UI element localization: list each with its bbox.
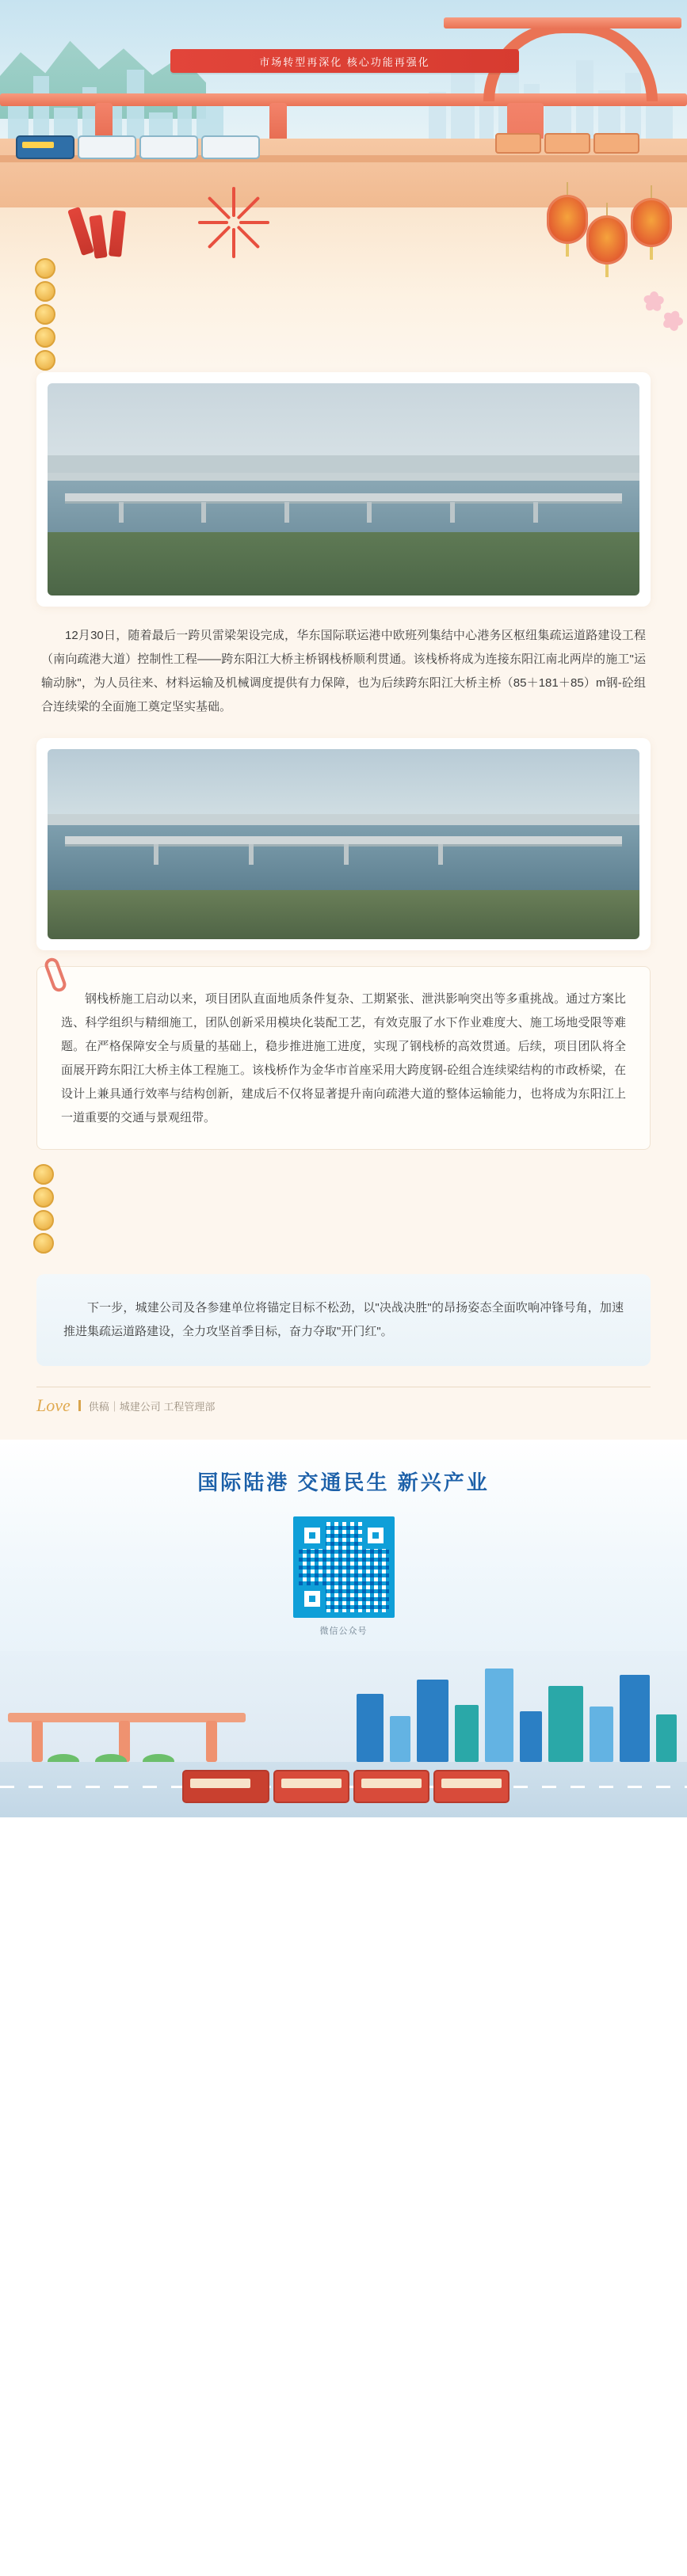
building-icon [455, 1705, 479, 1762]
footer-slogan: 国际陆港 交通民生 新兴产业 [197, 1471, 490, 1494]
gold-coin-icon [35, 258, 55, 372]
lantern-icon [586, 215, 628, 264]
lantern-icon [547, 195, 588, 244]
bridge-deck-upper-icon [444, 17, 681, 29]
building-icon [357, 1694, 384, 1762]
signature-divider [78, 1400, 81, 1411]
building-icon [417, 1680, 448, 1762]
banner-ribbon [170, 49, 519, 73]
firework-icon [198, 187, 269, 258]
qr-caption: 微信公众号 [319, 1627, 368, 1636]
blossom-icon [662, 310, 683, 331]
gold-coin-icon [33, 1164, 54, 1254]
article-body [0, 372, 687, 1416]
building-icon [390, 1716, 410, 1762]
bridge-photo-aerial-1 [48, 383, 639, 595]
train-icon [16, 131, 263, 159]
closing-quote-box [36, 1274, 651, 1366]
paragraph-1: 12月30日，随着最后一跨贝雷梁架设完成，华东国际联运港中欧班列集结中心港务区枢纽集疏运道路建设工程（南向疏港大道）控制性工程——跨东阳江大桥主桥钢栈桥顺利贯通。该栈桥将成为连接东阳江南北两岸的施工"运输动脉"，为人员往来、材料运输及机械调度提供有力保障，也为后续跨东阳江大桥主桥（85＋181＋85）m钢-砼组合连续梁的全面施工奠定坚实基础。 [41, 629, 646, 713]
footer-train-icon [182, 1770, 513, 1803]
freight-train-icon [492, 133, 639, 154]
lantern-icon [631, 198, 672, 247]
signature-credit: 供稿｜城建公司 工程管理部 [88, 1400, 216, 1413]
signature-love-text: Love [36, 1395, 71, 1415]
footer-cityscape [0, 1651, 687, 1817]
photo-card-1 [36, 372, 651, 607]
paragraph-2-box [36, 966, 651, 1150]
photo-card-2 [36, 738, 651, 950]
header-banner [0, 0, 687, 372]
building-icon [520, 1711, 542, 1762]
ribbon-text: 市场转型再深化 核心功能再强化 [259, 55, 430, 68]
paragraph-2: 钢栈桥施工启动以来，项目团队直面地质条件复杂、工期紧张、泄洪影响突出等多重挑战。通过方案比选、科学组织与精细施工，团队创新采用模块化装配工艺，有效克服了水下作业难度大、施工场地受限等难题。在严格保障安全与质量的基础上，稳步推进施工进度，实现了钢栈桥的高效贯通。后续，项目团队将全面展开跨东阳江大桥主体工程施工。该栈桥作为金华市首座采用大跨度钢-砼组合连续梁结构的市政桥梁，在设计上兼具通行效率与结构创新，建成后不仅将显著提升南向疏港大道的整体运输能力，也将成为东阳江上一道重要的交通与景观纽带。 [61, 992, 626, 1124]
paperclip-icon [43, 956, 68, 994]
blossom-icon [643, 291, 664, 312]
viaduct-pillar-icon [32, 1721, 43, 1762]
qr-code-icon[interactable] [293, 1516, 395, 1618]
closing-quote: 下一步，城建公司及各参建单位将锚定目标不松劲，以"决战决胜"的昂扬姿态全面吹响冲锋号角，加速推进集疏运道路建设，全力攻坚首季目标，奋力夺取"开门红"。 [63, 1301, 624, 1338]
building-icon [485, 1669, 513, 1762]
signature [36, 1387, 651, 1416]
footer [0, 1440, 687, 1817]
viaduct-pillar-icon [206, 1721, 217, 1762]
qr-section [0, 1516, 687, 1637]
bridge-photo-aerial-2 [48, 749, 639, 939]
building-icon [548, 1686, 583, 1762]
building-icon [620, 1675, 650, 1762]
building-icon [590, 1707, 613, 1762]
building-icon [656, 1714, 677, 1762]
